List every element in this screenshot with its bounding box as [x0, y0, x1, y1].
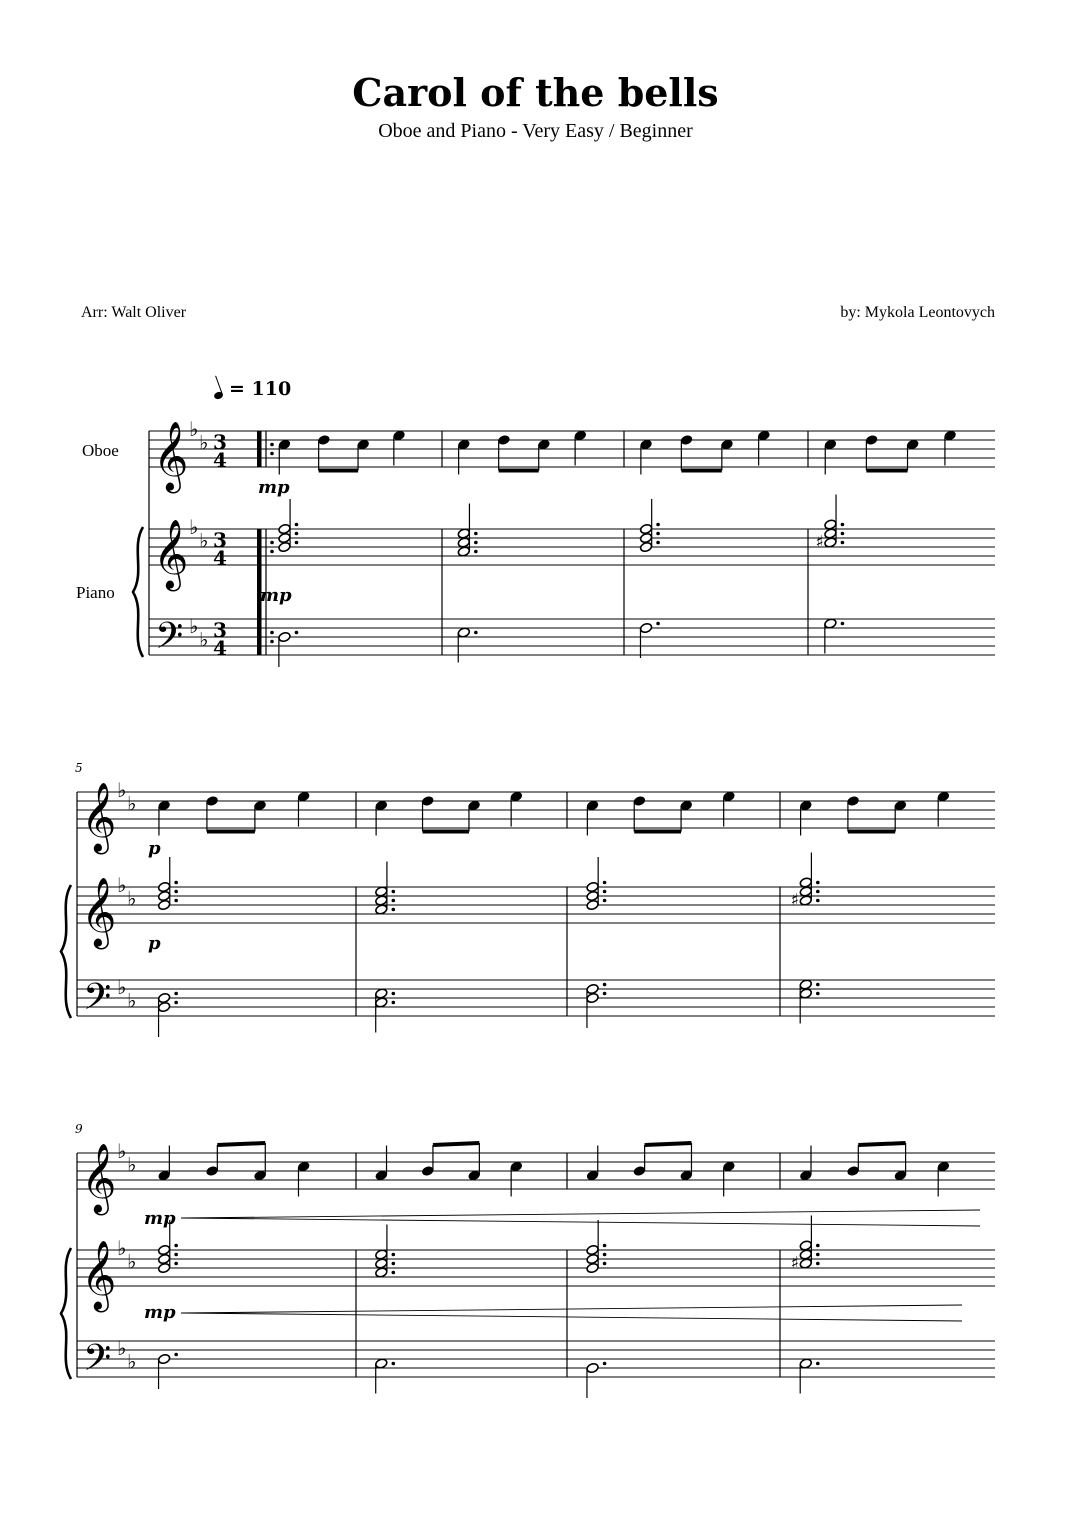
augmentation-dot	[474, 631, 478, 635]
half-note-head	[158, 881, 171, 892]
half-note-head	[457, 546, 470, 557]
beam	[433, 1143, 479, 1145]
tempo-value: = 110	[229, 378, 292, 400]
augmentation-dot	[474, 550, 478, 554]
time-signature-top: 3	[213, 528, 227, 552]
instrument-label-oboe: Oboe	[82, 441, 119, 460]
augmentation-dot	[392, 890, 396, 894]
augmentation-dot	[295, 631, 299, 635]
piano-brace	[133, 527, 143, 657]
half-note-head	[799, 1358, 812, 1369]
augmentation-dot	[816, 899, 820, 903]
half-note-head	[799, 1258, 812, 1269]
half-note-head	[375, 886, 388, 897]
augmentation-dot	[174, 1262, 178, 1266]
half-note-head	[639, 523, 652, 534]
augmentation-dot	[841, 622, 845, 626]
half-note-head	[799, 1240, 812, 1251]
half-note-head	[824, 537, 837, 548]
half-note-head	[278, 532, 291, 543]
crescendo-hairpin	[181, 1218, 980, 1226]
augmentation-dot	[603, 1244, 607, 1248]
crescendo-hairpin	[181, 1313, 962, 1321]
augmentation-dot	[174, 1001, 178, 1005]
augmentation-dot	[174, 1253, 178, 1257]
crescendo-hairpin	[181, 1305, 962, 1313]
augmentation-dot	[841, 523, 845, 527]
augmentation-dot	[174, 1244, 178, 1248]
augmentation-dot	[295, 523, 299, 527]
half-note-head	[375, 895, 388, 906]
half-note-head	[158, 1262, 171, 1273]
augmentation-dot	[270, 631, 274, 635]
flat-icon: ♭	[127, 1152, 137, 1177]
augmentation-dot	[474, 541, 478, 545]
half-note-head	[278, 631, 291, 642]
half-note-head	[586, 899, 599, 910]
half-note-head	[375, 997, 388, 1008]
treble-clef-icon: 𝄞	[81, 782, 117, 852]
half-note-head	[586, 1244, 599, 1255]
augmentation-dot	[656, 532, 660, 536]
augmentation-dot	[816, 1262, 820, 1266]
augmentation-dot	[603, 890, 607, 894]
augmentation-dot	[656, 622, 660, 626]
treble-clef-icon: 𝄞	[81, 1143, 117, 1213]
dynamic-marking: mp	[260, 585, 292, 606]
augmentation-dot	[603, 983, 607, 987]
augmentation-dot	[270, 443, 274, 447]
augmentation-dot	[392, 1271, 396, 1275]
half-note-head	[639, 541, 652, 552]
augmentation-dot	[392, 992, 396, 996]
augmentation-dot	[816, 890, 820, 894]
half-note-head	[586, 890, 599, 901]
augmentation-dot	[392, 1001, 396, 1005]
time-signature-top: 3	[213, 430, 227, 454]
augmentation-dot	[174, 881, 178, 885]
flat-icon: ♭	[127, 988, 137, 1013]
dynamic-marking: mp	[144, 1208, 176, 1229]
score-subtitle: Oboe and Piano - Very Easy / Beginner	[378, 120, 693, 142]
augmentation-dot	[270, 640, 274, 644]
instrument-label-piano: Piano	[76, 583, 115, 602]
half-note-head	[158, 1353, 171, 1364]
bass-clef-icon: 𝄢	[155, 615, 184, 666]
composer-credit: by: Mykola Leontovych	[840, 304, 995, 321]
sharp-icon: ♯	[790, 890, 800, 911]
augmentation-dot	[295, 532, 299, 536]
augmentation-dot	[392, 1253, 396, 1257]
time-signature-top: 3	[213, 618, 227, 642]
flat-icon: ♭	[199, 430, 209, 455]
augmentation-dot	[270, 541, 274, 545]
piano-brace	[61, 885, 71, 1018]
half-note-head	[639, 622, 652, 633]
measure-number: 5	[75, 761, 83, 775]
augmentation-dot	[841, 541, 845, 545]
augmentation-dot	[174, 890, 178, 894]
half-note-head	[158, 992, 171, 1003]
flat-icon: ♭	[127, 886, 137, 911]
half-note-head	[824, 519, 837, 530]
dynamic-marking: p	[148, 838, 161, 859]
half-note-head	[799, 1249, 812, 1260]
augmentation-dot	[816, 1253, 820, 1257]
flat-icon: ♭	[189, 417, 199, 441]
half-note-head	[158, 899, 171, 910]
half-note-head	[639, 532, 652, 543]
bass-clef-icon: 𝄢	[83, 1337, 112, 1388]
half-note-head	[158, 1253, 171, 1264]
flat-icon: ♭	[117, 1236, 127, 1260]
half-note-head	[457, 528, 470, 539]
half-note-head	[278, 541, 291, 552]
half-note-head	[799, 886, 812, 897]
score-title: Carol of the bells	[352, 70, 719, 115]
augmentation-dot	[841, 532, 845, 536]
treble-clef-icon: 𝄞	[81, 877, 117, 947]
half-note-head	[586, 1262, 599, 1273]
time-signature-bottom: 4	[213, 546, 227, 570]
augmentation-dot	[603, 1262, 607, 1266]
beam	[858, 1143, 905, 1145]
flat-icon: ♭	[189, 614, 199, 638]
half-note-head	[375, 988, 388, 999]
treble-clef-icon: 𝄞	[153, 519, 189, 589]
flat-icon: ♭	[117, 873, 127, 897]
half-note-head	[586, 992, 599, 1003]
half-note-head	[586, 881, 599, 892]
repeat-thick-barline	[257, 431, 262, 467]
augmentation-dot	[392, 1362, 396, 1366]
half-note-head	[799, 988, 812, 999]
flat-icon: ♭	[127, 1349, 137, 1374]
flat-icon: ♭	[117, 975, 127, 999]
half-note-head	[824, 618, 837, 629]
beam	[645, 1143, 692, 1145]
half-note-head	[375, 1358, 388, 1369]
half-note-head	[799, 877, 812, 888]
augmentation-dot	[816, 881, 820, 885]
piano-brace	[61, 1248, 71, 1379]
dynamic-marking: mp	[144, 1302, 176, 1323]
half-note-head	[457, 627, 470, 638]
augmentation-dot	[174, 899, 178, 903]
augmentation-dot	[816, 983, 820, 987]
flat-icon: ♭	[127, 1249, 137, 1274]
augmentation-dot	[174, 1353, 178, 1357]
augmentation-dot	[656, 541, 660, 545]
dynamic-marking: p	[148, 933, 161, 954]
augmentation-dot	[392, 1262, 396, 1266]
time-signature-bottom: 4	[213, 636, 227, 660]
augmentation-dot	[174, 992, 178, 996]
augmentation-dot	[270, 550, 274, 554]
crescendo-hairpin	[181, 1210, 980, 1218]
augmentation-dot	[816, 992, 820, 996]
flat-icon: ♭	[189, 515, 199, 539]
augmentation-dot	[603, 1362, 607, 1366]
half-note-head	[375, 1258, 388, 1269]
half-note-head	[824, 528, 837, 539]
half-note-head	[586, 983, 599, 994]
half-note-head	[158, 1001, 171, 1012]
augmentation-dot	[603, 1253, 607, 1257]
flat-icon: ♭	[127, 791, 137, 816]
half-note-head	[375, 1249, 388, 1260]
half-note-head	[457, 537, 470, 548]
sharp-icon: ♯	[790, 1253, 800, 1274]
flat-icon: ♭	[117, 1336, 127, 1360]
sharp-icon: ♯	[815, 532, 824, 553]
dynamic-marking: mp	[258, 477, 290, 498]
half-note-head	[586, 1253, 599, 1264]
half-note-head	[799, 895, 812, 906]
half-note-head	[375, 1267, 388, 1278]
augmentation-dot	[816, 1244, 820, 1248]
half-note-head	[278, 523, 291, 534]
half-note-head	[158, 1244, 171, 1255]
treble-clef-icon: 𝄞	[81, 1240, 117, 1310]
beam	[217, 1143, 265, 1145]
augmentation-dot	[295, 541, 299, 545]
half-note-head	[375, 904, 388, 915]
augmentation-dot	[656, 523, 660, 527]
time-signature-bottom: 4	[213, 448, 227, 472]
arranger-credit: Arr: Walt Oliver	[81, 304, 187, 321]
augmentation-dot	[270, 452, 274, 456]
augmentation-dot	[603, 899, 607, 903]
half-note-head	[158, 890, 171, 901]
augmentation-dot	[816, 1362, 820, 1366]
bass-clef-icon: 𝄢	[83, 976, 112, 1027]
augmentation-dot	[603, 881, 607, 885]
half-note-head	[586, 1362, 599, 1373]
augmentation-dot	[474, 532, 478, 536]
measure-number: 9	[75, 1122, 83, 1136]
augmentation-dot	[603, 992, 607, 996]
treble-clef-icon: 𝄞	[153, 421, 189, 491]
flat-icon: ♭	[117, 778, 127, 802]
flat-icon: ♭	[117, 1139, 127, 1163]
flat-icon: ♭	[199, 528, 209, 553]
augmentation-dot	[392, 908, 396, 912]
flat-icon: ♭	[199, 627, 209, 652]
augmentation-dot	[392, 899, 396, 903]
half-note-head	[799, 979, 812, 990]
